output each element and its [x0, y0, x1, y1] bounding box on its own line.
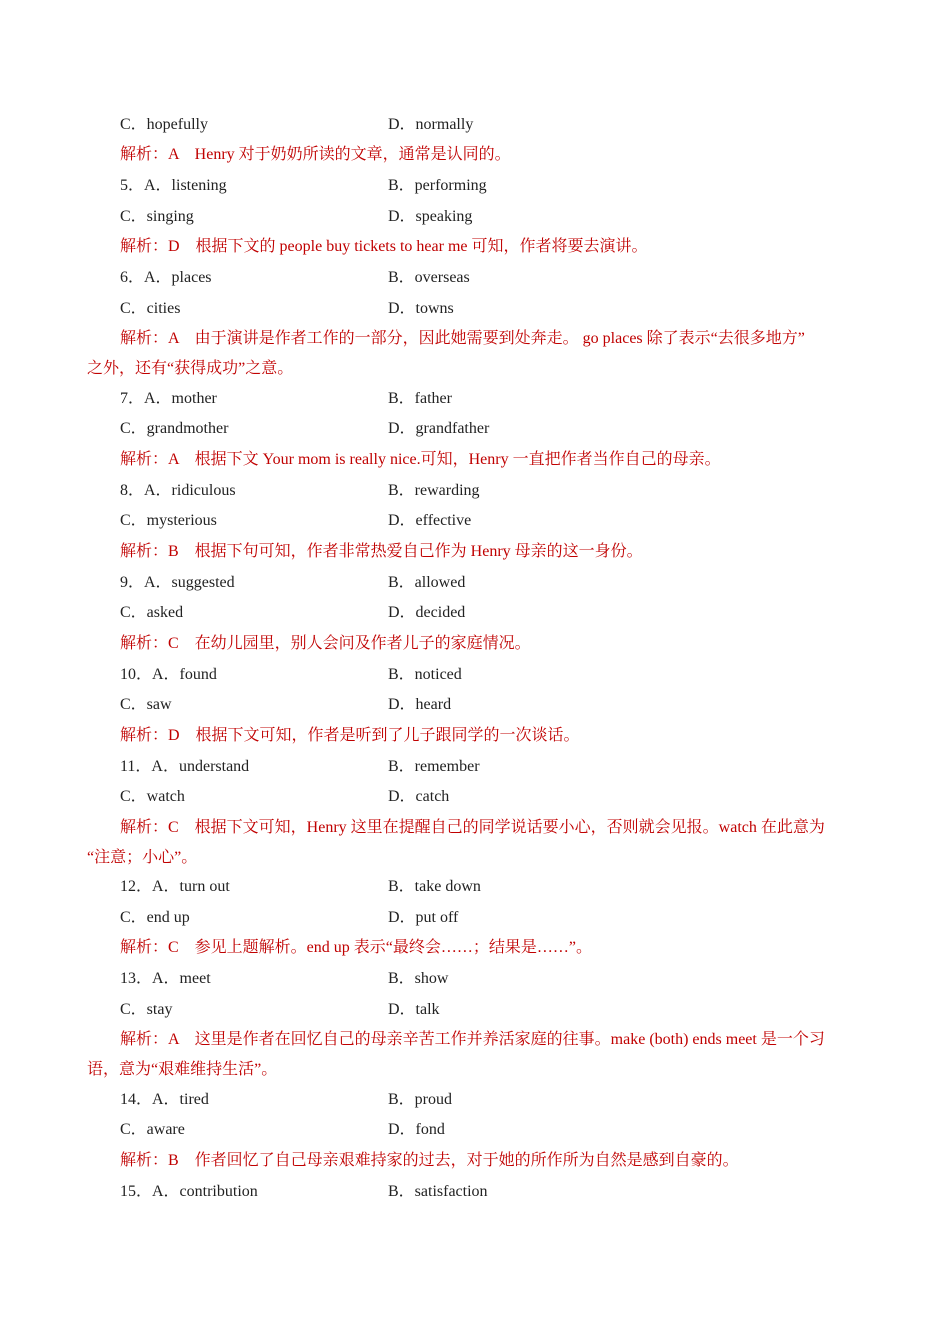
explanation-line — [0, 445, 950, 475]
explanation-line — [0, 1025, 950, 1055]
option-left: C．end up — [120, 909, 190, 926]
question-options-row — [0, 752, 950, 782]
option-right: B．father — [388, 390, 452, 407]
question-options-row — [0, 110, 950, 140]
option-left: C．saw — [120, 696, 172, 713]
explanation-text: 解析：D 根据下文可知，作者是听到了儿子跟同学的一次谈话。 — [120, 727, 580, 744]
option-right: D．catch — [388, 788, 450, 805]
option-right: B．rewarding — [388, 482, 480, 499]
option-left: C．stay — [120, 1001, 173, 1018]
explanation-text: 解析：A 这里是作者在回忆自己的母亲辛苦工作并养活家庭的往事。make (both) ends meet 是一个习 — [120, 1031, 825, 1048]
explanation-line — [0, 324, 950, 354]
option-left: 11．A．understand — [120, 758, 250, 775]
explanation-continuation: 语，意为“艰难维持生活”。 — [87, 1061, 278, 1078]
option-left: C．mysterious — [120, 512, 217, 529]
question-options-row — [0, 782, 950, 812]
question-options-row — [0, 414, 950, 444]
option-right: B．satisfaction — [388, 1183, 488, 1200]
explanation-continuation: “注意；小心”。 — [87, 849, 198, 866]
question-options-row — [0, 476, 950, 506]
question-options-row — [0, 690, 950, 720]
option-right: B．allowed — [388, 574, 466, 591]
question-options-row — [0, 171, 950, 201]
option-left: 13．A．meet — [120, 970, 211, 987]
option-left: C．watch — [120, 788, 185, 805]
question-options-row — [0, 660, 950, 690]
option-left: 5．A．listening — [120, 177, 227, 194]
option-right: D．normally — [388, 116, 474, 133]
option-left: 14．A．tired — [120, 1091, 209, 1108]
option-right: B．performing — [388, 177, 487, 194]
explanation-text: 解析：A Henry 对于奶奶所读的文章，通常是认同的。 — [120, 146, 511, 163]
option-left: 12．A．turn out — [120, 878, 230, 895]
explanation-text: 解析：B 根据下句可知，作者非常热爱自己作为 Henry 母亲的这一身份。 — [120, 543, 643, 560]
option-left: C．grandmother — [120, 420, 229, 437]
question-options-row — [0, 506, 950, 536]
explanation-line — [0, 813, 950, 843]
explanation-text: 解析：B 作者回忆了自己母亲艰难持家的过去，对于她的所作所为自然是感到自豪的。 — [120, 1152, 739, 1169]
option-right: D．speaking — [388, 208, 473, 225]
option-right: B．noticed — [388, 666, 462, 683]
explanation-text: 解析：A 由于演讲是作者工作的一部分，因此她需要到处奔走。 go places 除了表示“去很多地方” — [120, 330, 805, 347]
option-left: C．singing — [120, 208, 194, 225]
explanation-text: 解析：C 参见上题解析。end up 表示“最终会……；结果是……”。 — [120, 939, 592, 956]
explanation-continuation: 之外，还有“获得成功”之意。 — [87, 360, 294, 377]
option-right: B．proud — [388, 1091, 453, 1108]
explanation-line — [0, 140, 950, 170]
option-right: D．put off — [388, 909, 459, 926]
option-right: D．towns — [388, 300, 454, 317]
option-right: B．remember — [388, 758, 480, 775]
option-left: 10．A．found — [120, 666, 217, 683]
option-left: 15．A．contribution — [120, 1183, 258, 1200]
explanation-line — [0, 354, 950, 384]
option-right: D．heard — [388, 696, 452, 713]
explanation-line — [0, 843, 950, 873]
option-right: D．decided — [388, 604, 466, 621]
option-right: D．grandfather — [388, 420, 490, 437]
question-options-row — [0, 1085, 950, 1115]
question-options-row — [0, 1177, 950, 1207]
option-left: C．hopefully — [120, 116, 208, 133]
option-left: C．aware — [120, 1121, 185, 1138]
explanation-text: 解析：D 根据下文的 people buy tickets to hear me 可知，作者将要去演讲。 — [120, 238, 648, 255]
option-right: B．overseas — [388, 269, 470, 286]
option-left: 8．A．ridiculous — [120, 482, 236, 499]
option-right: D．fond — [388, 1121, 445, 1138]
explanation-text: 解析：C 根据下文可知，Henry 这里在提醒自己的同学说话要小心，否则就会见报。watch 在此意为 — [120, 819, 825, 836]
question-options-row — [0, 1115, 950, 1145]
option-left: 6．A．places — [120, 269, 212, 286]
question-options-row — [0, 568, 950, 598]
option-right: B．take down — [388, 878, 481, 895]
option-right: B．show — [388, 970, 449, 987]
explanation-line — [0, 629, 950, 659]
question-options-row — [0, 872, 950, 902]
option-left: C．cities — [120, 300, 181, 317]
explanation-line — [0, 232, 950, 262]
explanation-line — [0, 537, 950, 567]
question-options-row — [0, 964, 950, 994]
question-options-row — [0, 294, 950, 324]
question-options-row — [0, 263, 950, 293]
explanation-text: 解析：A 根据下文 Your mom is really nice.可知，Henry 一直把作者当作自己的母亲。 — [120, 451, 721, 468]
explanation-line — [0, 933, 950, 963]
question-options-row — [0, 598, 950, 628]
explanation-text: 解析：C 在幼儿园里，别人会问及作者儿子的家庭情况。 — [120, 635, 531, 652]
question-options-row — [0, 995, 950, 1025]
explanation-line — [0, 1055, 950, 1085]
question-options-row — [0, 384, 950, 414]
explanation-line — [0, 1146, 950, 1176]
option-right: D．effective — [388, 512, 472, 529]
explanation-line — [0, 721, 950, 751]
option-right: D．talk — [388, 1001, 440, 1018]
question-options-row — [0, 903, 950, 933]
option-left: 9．A．suggested — [120, 574, 235, 591]
question-options-row — [0, 202, 950, 232]
option-left: C．asked — [120, 604, 184, 621]
option-left: 7．A．mother — [120, 390, 217, 407]
